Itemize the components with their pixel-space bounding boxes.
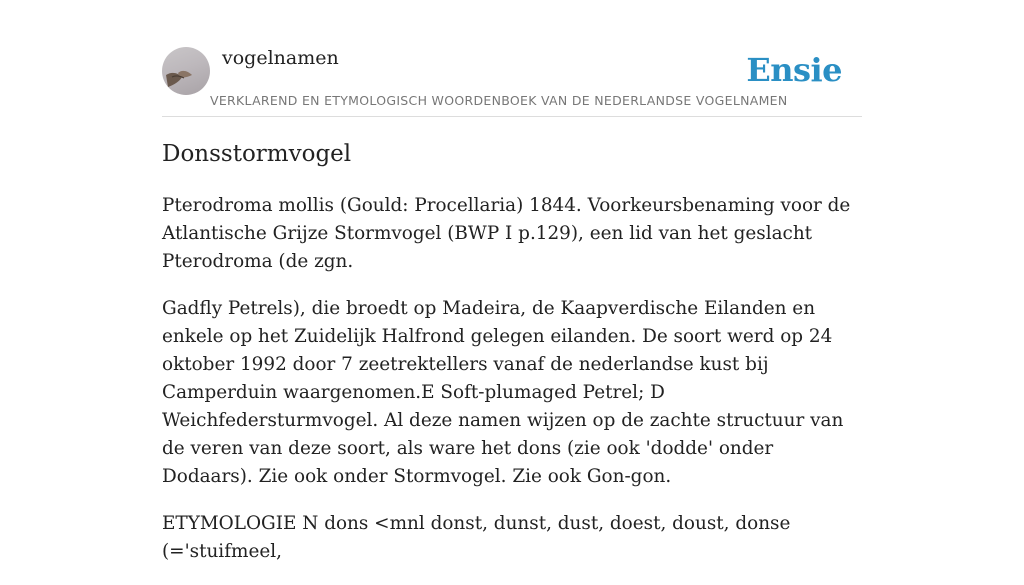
entry-paragraph: Pterodroma mollis (Gould: Procellaria) 1844. Voorkeursbenaming voor de Atlantische Grijze Stormvogel (BWP I p.129), een lid van het geslacht Pterodroma (de zgn. bbox=[162, 195, 851, 272]
entry-paragraph: Gadfly Petrels), die broedt op Madeira, de Kaapverdische Eilanden en enkele op het Zuidelijk Halfrond gelegen eilanden. De soort werd op 24 oktober 1992 door 7 zeetrektellers vanaf de nederlandse kust bij Camperduin waargenomen.E Soft-plumaged Petrel; D Weichfedersturmvogel. Al deze namen wijzen op de zachte structuur van de veren van deze soort, als ware het dons (zie ook 'dodde' onder Dodaars). Zie ook onder Stormvogel. Zie ook Gon-gon. bbox=[162, 298, 844, 487]
site-name-link[interactable]: vogelnamen bbox=[222, 47, 339, 69]
entry-content bbox=[162, 192, 867, 585]
ensie-logo-link[interactable]: Ensie bbox=[746, 51, 842, 89]
bird-photo-avatar-icon[interactable] bbox=[162, 47, 210, 95]
site-header bbox=[162, 40, 862, 117]
site-tagline: VERKLAREND EN ETYMOLOGISCH WOORDENBOEK VAN DE NEDERLANDSE VOGELNAMEN bbox=[210, 93, 788, 108]
entry-title: Donsstormvogel bbox=[162, 141, 352, 167]
entry-paragraph: ETYMOLOGIE N dons <mnl donst, dunst, dust, doest, doust, donse (='stuifmeel, bbox=[162, 513, 791, 562]
